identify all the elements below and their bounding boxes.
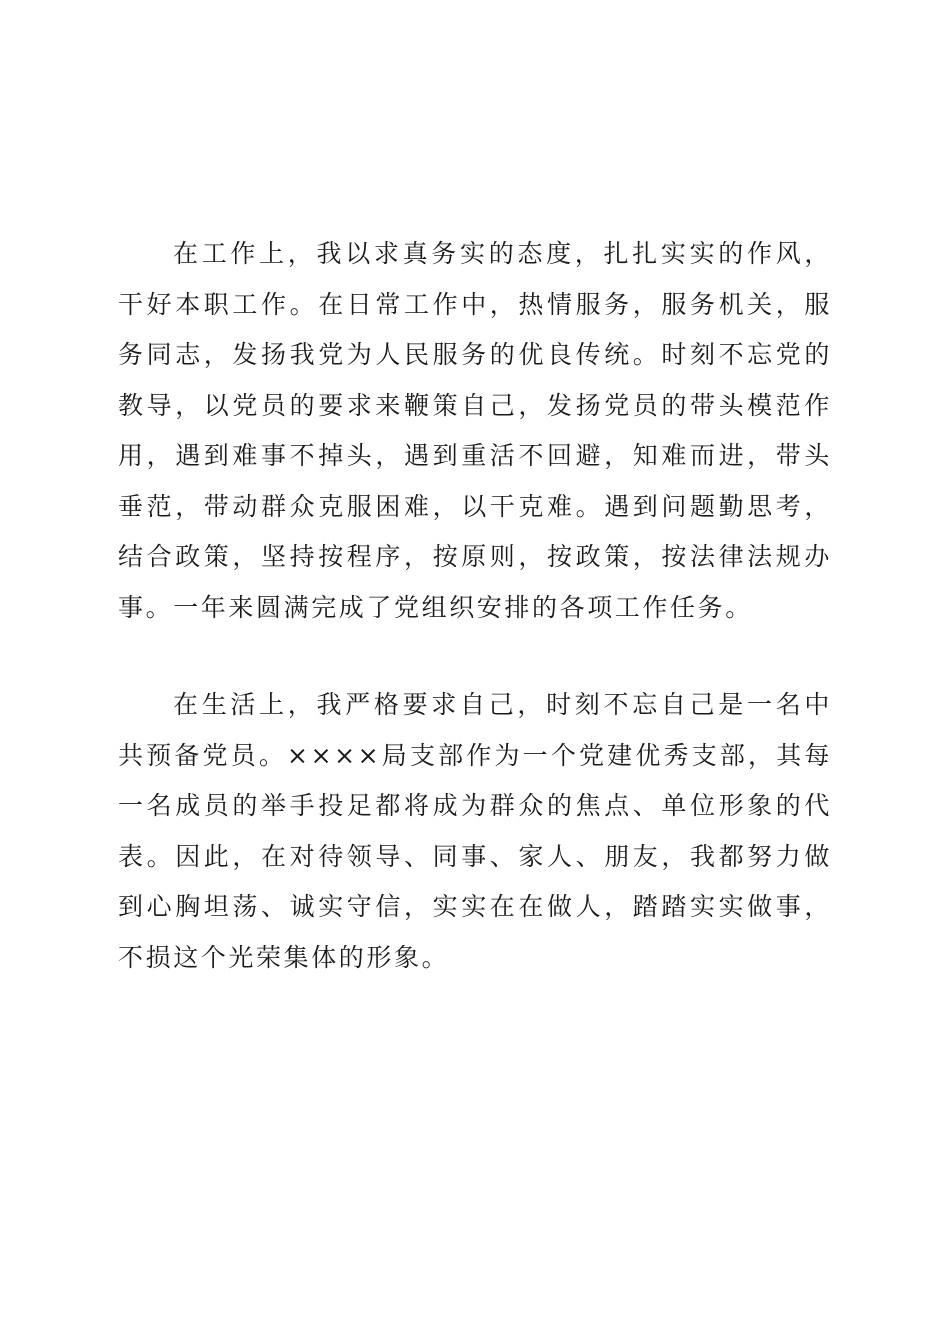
paragraph-life: 在生活上，我严格要求自己，时刻不忘自己是一名中共预备党员。××××局支部作为一个党建优秀支部，其每一名成员的举手投足都将成为群众的焦点、单位形象的代表。因此，在对待领导、同事、家人、朋友，我都努力做到心胸坦荡、诚实守信，实实在在做人，踏踏实实做事，不损这个光荣集体的形象。 [118,690,832,972]
paragraph-work: 在工作上，我以求真务实的态度，扎扎实实的作风，干好本职工作。在日常工作中，热情服务，服务机关，服务同志，发扬我党为人民服务的优良传统。时刻不忘党的教导，以党员的要求来鞭策自己，发扬党员的带头模范作用，遇到难事不掉头，遇到重活不回避，知难而进，带头垂范，带动群众克服困难，以干克难。遇到问题勤思考，结合政策，坚持按程序，按原则，按政策，按法律法规办事。一年来圆满完成了党组织安排的各项工作任务。 [118,239,832,622]
